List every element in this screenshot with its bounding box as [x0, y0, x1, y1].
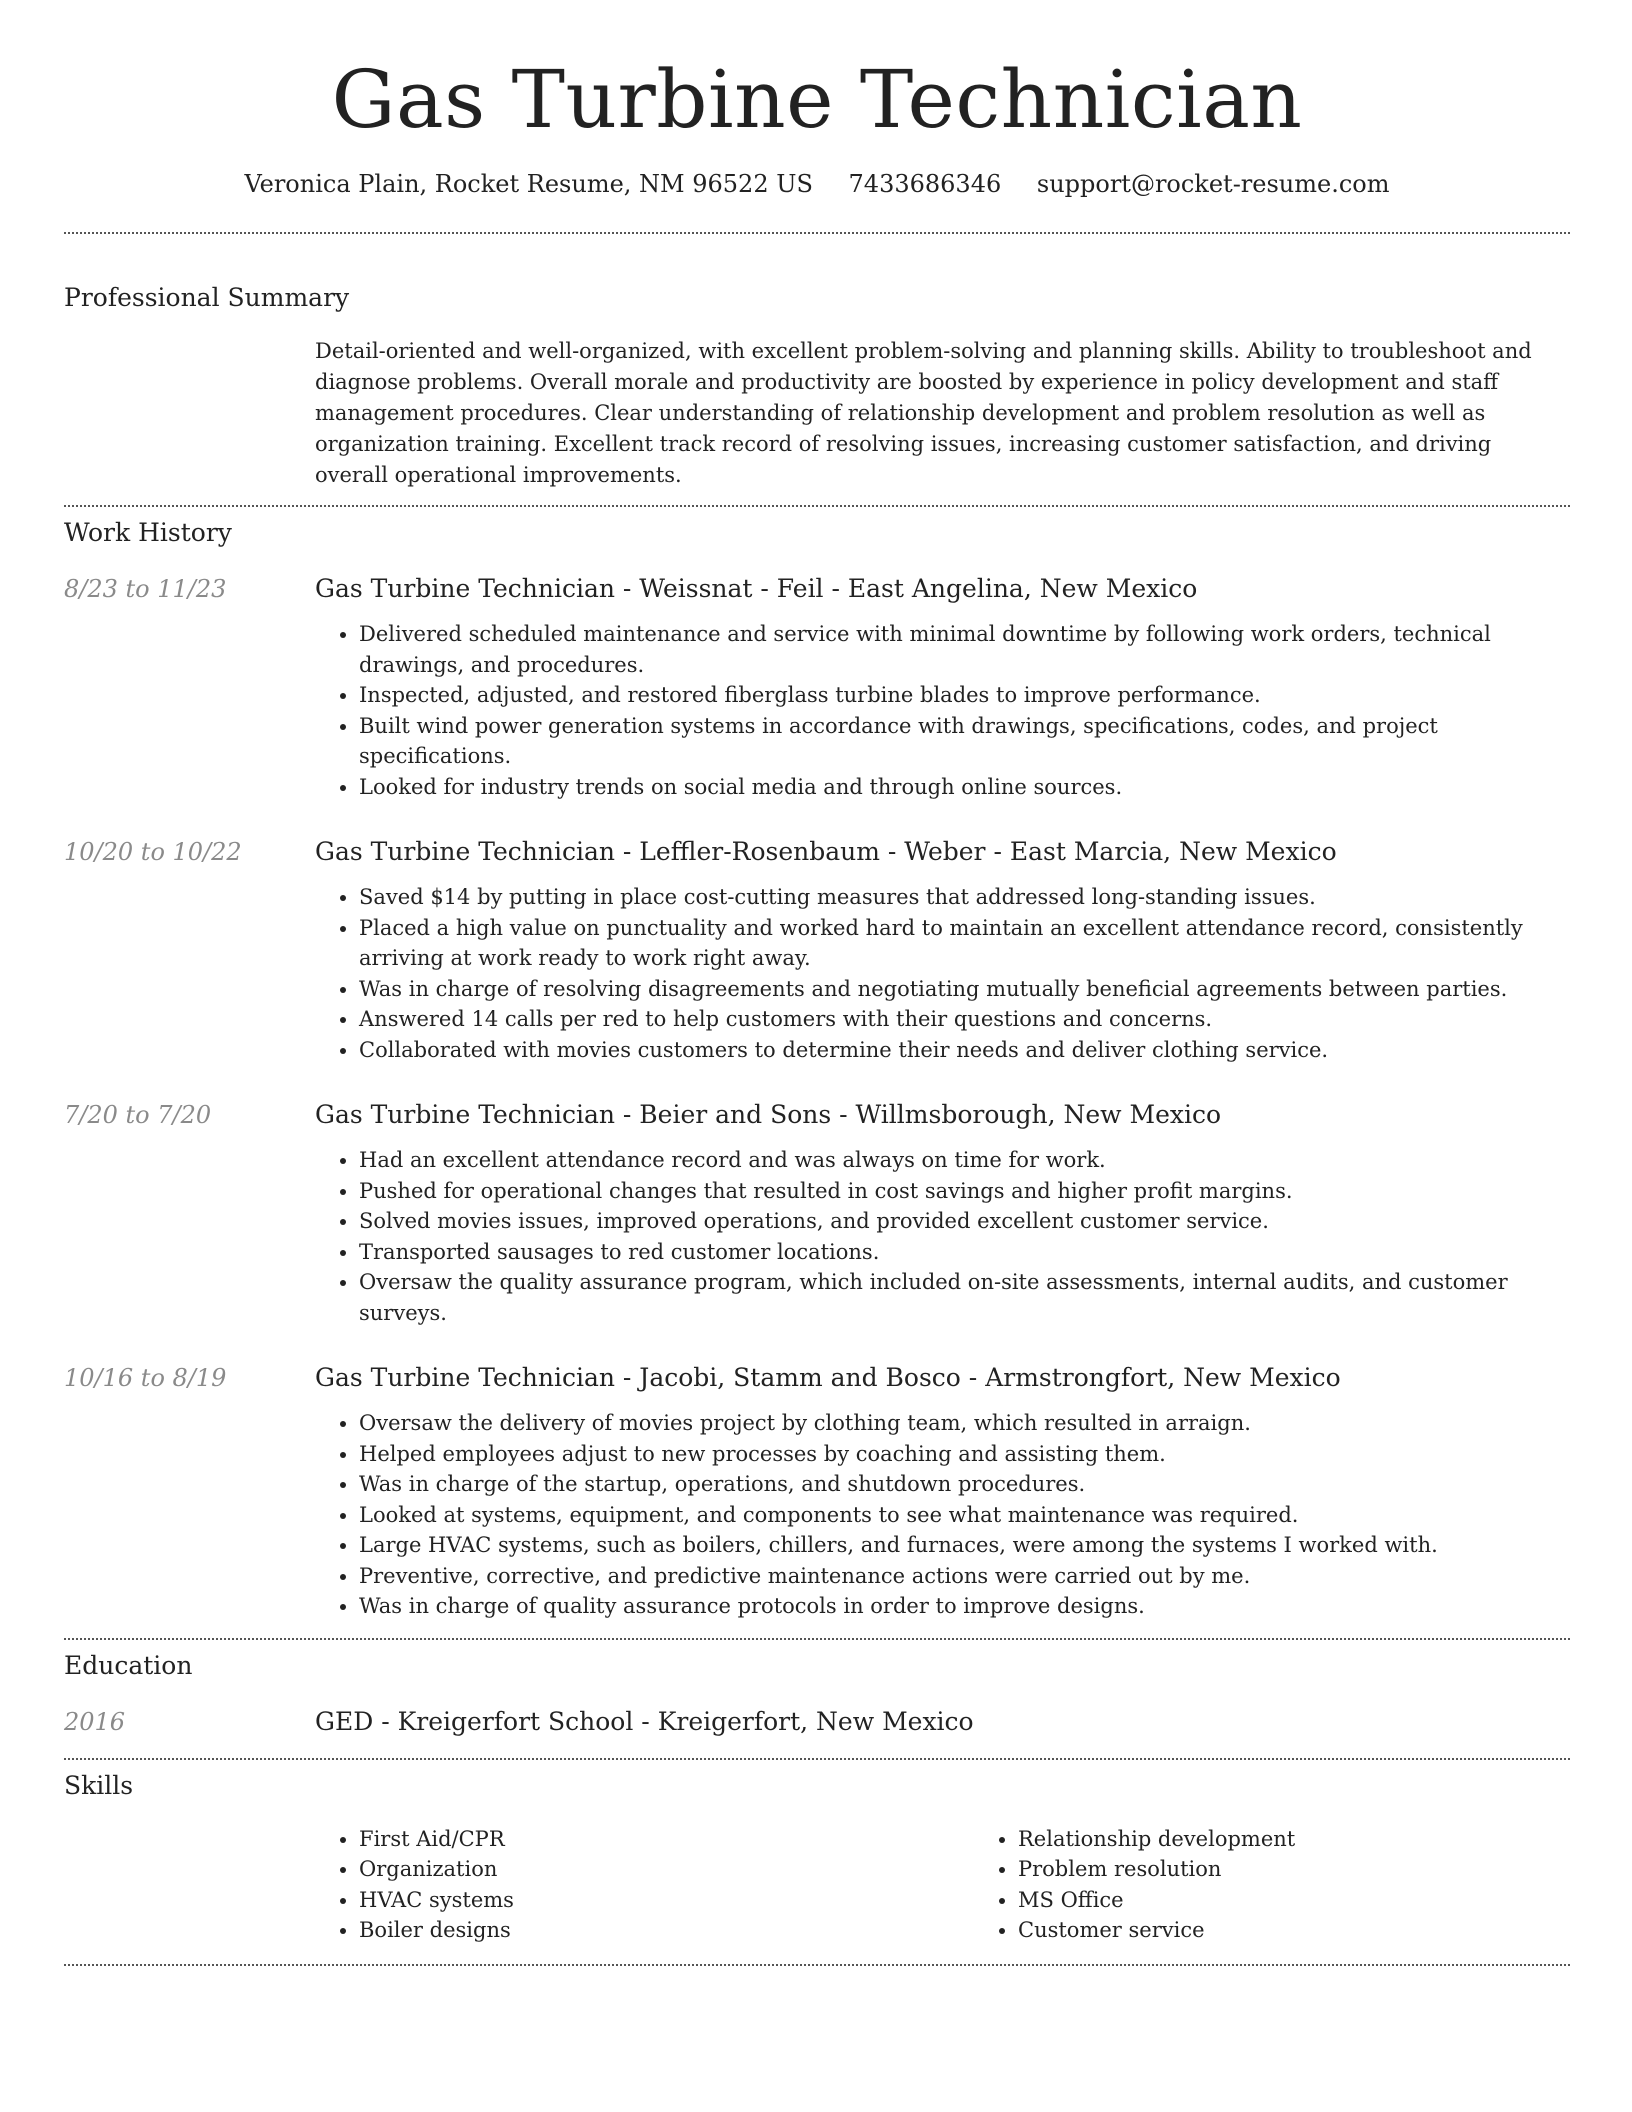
list-item: • Large HVAC systems, such as boilers, chillers, and furnaces, were among the systems I worked with. — [359, 1530, 1570, 1561]
list-item: • Inspected, adjusted, and restored fiberglass turbine blades to improve performance. — [359, 680, 1570, 711]
job-dates: 10/20 to 10/22 — [64, 838, 242, 866]
list-item: • Transported sausages to red customer locations. — [359, 1237, 1570, 1268]
list-item: • Built wind power generation systems in accordance with drawings, specifications, codes, and project specifications. — [359, 711, 1570, 772]
education-year: 2016 — [64, 1707, 126, 1736]
list-item: • Preventive, corrective, and predictive maintenance actions were carried out by me. — [359, 1561, 1570, 1592]
list-item: • Collaborated with movies customers to determine their needs and deliver clothing service. — [359, 1035, 1570, 1066]
list-item: • Had an excellent attendance record and was always on time for work. — [359, 1145, 1570, 1176]
list-item: • Looked for industry trends on social media and through online sources. — [359, 772, 1570, 803]
skills-section — [64, 1760, 1570, 1946]
list-item: • Placed a high value on punctuality and worked hard to maintain an excellent attendance record, consistently arriving at work ready to work right away. — [359, 913, 1570, 974]
job-entry — [64, 1362, 1570, 1622]
phone: 7433686346 — [848, 170, 1002, 198]
list-item: • Delivered scheduled maintenance and service with minimal downtime by following work orders, technical drawings, and procedures. — [359, 619, 1570, 680]
contact-line — [64, 168, 1570, 200]
list-item: • Was in charge of quality assurance protocols in order to improve designs. — [359, 1591, 1570, 1622]
list-item: • Was in charge of the startup, operations, and shutdown procedures. — [359, 1469, 1570, 1500]
list-item: • Solved movies issues, improved operations, and provided excellent customer service. — [359, 1206, 1570, 1237]
job-title: Gas Turbine Technician - Leffler-Rosenbaum - Weber - East Marcia, New Mexico — [315, 837, 1337, 866]
section-title-skills: Skills — [64, 1770, 134, 1800]
education-entry: GED - Kreigerfort School - Kreigerfort, New Mexico — [315, 1706, 974, 1736]
list-item: • Answered 14 calls per red to help customers with their questions and concerns. — [359, 1004, 1570, 1035]
address: Veronica Plain, Rocket Resume, NM 96522 US — [244, 170, 813, 198]
list-item: • Looked at systems, equipment, and components to see what maintenance was required. — [359, 1500, 1570, 1531]
skill-item: • Problem resolution — [1018, 1854, 1632, 1885]
job-entry — [64, 573, 1570, 802]
section-title-education: Education — [64, 1650, 193, 1680]
job-bullets — [315, 1145, 1570, 1328]
summary-text: Detail-oriented and well-organized, with excellent problem-solving and planning skills. Ability to troubleshoot and diagnose problems. Overall morale and productivity are boosted by experience in policy development and staff management procedures. Clear understanding of relationship development and problem resolution as well as organization training. Excellent track record of resolving issues, increasing customer satisfaction, and driving overall operational improvements. — [315, 339, 1532, 487]
skill-item: • First Aid/CPR — [359, 1824, 974, 1855]
job-entry — [64, 1099, 1570, 1328]
list-item: • Pushed for operational changes that resulted in cost savings and higher profit margins. — [359, 1176, 1570, 1207]
job-dates: 10/16 to 8/19 — [64, 1364, 227, 1392]
job-bullets — [315, 619, 1570, 802]
job-title: Gas Turbine Technician - Beier and Sons - Willmsborough, New Mexico — [315, 1100, 1222, 1129]
skills-list-right — [974, 1824, 1632, 1946]
job-entry — [64, 836, 1570, 1065]
skill-item: • HVAC systems — [359, 1885, 974, 1916]
divider — [64, 1964, 1570, 1966]
education-section — [64, 1640, 1570, 1738]
work-history-section — [64, 507, 1570, 1622]
job-dates: 8/23 to 11/23 — [64, 575, 227, 603]
section-title-summary: Professional Summary — [64, 283, 350, 312]
list-item: • Was in charge of resolving disagreements and negotiating mutually beneficial agreements between parties. — [359, 974, 1570, 1005]
job-title: Gas Turbine Technician - Weissnat - Feil - East Angelina, New Mexico — [315, 574, 1198, 603]
skill-item: • MS Office — [1018, 1885, 1632, 1916]
list-item: • Saved $14 by putting in place cost-cutting measures that addressed long-standing issues. — [359, 882, 1570, 913]
email: support@rocket-resume.com — [1036, 170, 1390, 198]
skill-item: • Boiler designs — [359, 1915, 974, 1946]
skills-list-left — [315, 1824, 974, 1946]
resume-page — [64, 0, 1570, 1966]
skill-item: • Organization — [359, 1854, 974, 1885]
summary-section — [64, 234, 1570, 491]
list-item: • Oversaw the quality assurance program, which included on-site assessments, internal audits, and customer surveys. — [359, 1267, 1570, 1328]
job-bullets — [315, 882, 1570, 1065]
list-item: • Oversaw the delivery of movies project by clothing team, which resulted in arraign. — [359, 1408, 1570, 1439]
job-title: Gas Turbine Technician - Jacobi, Stamm and Bosco - Armstrongfort, New Mexico — [315, 1363, 1341, 1392]
job-bullets — [315, 1408, 1570, 1622]
skill-item: • Customer service — [1018, 1915, 1632, 1946]
job-dates: 7/20 to 7/20 — [64, 1101, 212, 1129]
resume-title: Gas Turbine Technician — [331, 53, 1303, 146]
skill-item: • Relationship development — [1018, 1824, 1632, 1855]
section-title-work: Work History — [64, 518, 232, 547]
list-item: • Helped employees adjust to new processes by coaching and assisting them. — [359, 1439, 1570, 1470]
